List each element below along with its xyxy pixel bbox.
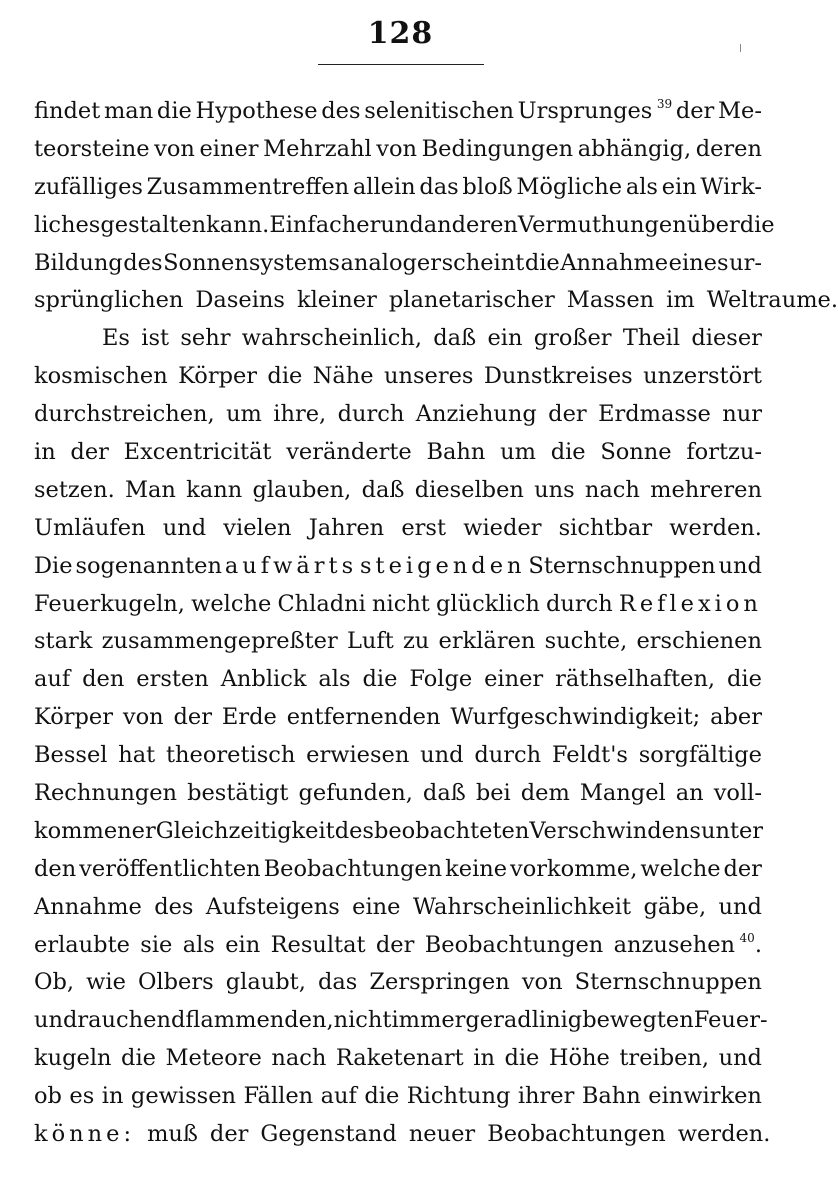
word: Luft	[346, 628, 394, 655]
word: dieser	[691, 325, 762, 352]
word: Sternschnuppen	[574, 969, 762, 996]
word: der	[548, 401, 587, 428]
word: Erde	[221, 704, 277, 731]
word: Folge	[409, 666, 473, 693]
word: von	[521, 969, 563, 996]
word: des	[321, 98, 361, 124]
word: Bahn	[426, 439, 486, 466]
text-line	[34, 245, 762, 283]
word: Mögliche	[516, 173, 623, 200]
word: in	[34, 439, 56, 466]
text-line	[34, 472, 762, 510]
word: hat	[118, 742, 156, 769]
word: der	[209, 1121, 249, 1148]
text-line	[34, 1116, 771, 1154]
word: und	[380, 211, 424, 238]
word: mehreren	[650, 476, 762, 503]
word: ihrer	[517, 1083, 575, 1110]
word: Chladni	[277, 590, 366, 617]
word: Beobachtungen	[487, 1121, 666, 1148]
word: analoger	[340, 249, 442, 276]
word: Umläufen	[34, 514, 146, 541]
word: sorgfältige	[638, 742, 762, 769]
word: Es	[102, 325, 130, 352]
word: glaubt,	[225, 969, 306, 996]
word: Wahrscheinlichkeit	[412, 893, 632, 920]
word: räthselhaften,	[555, 666, 716, 693]
word: Zerspringen	[369, 969, 510, 996]
text-line	[34, 93, 762, 131]
word: suchte,	[544, 628, 628, 655]
word: Man	[124, 476, 176, 503]
word: erlaubte	[34, 931, 130, 958]
text-line	[34, 207, 775, 245]
word: eines	[668, 249, 729, 276]
text-line	[34, 775, 762, 813]
word: Fällen	[243, 1083, 314, 1110]
word: nicht	[333, 1007, 392, 1034]
word: Weltraume.	[706, 287, 838, 314]
word: Jahren	[308, 514, 385, 541]
word: bestätigt	[187, 780, 289, 807]
word: ersten	[136, 666, 209, 693]
word: Reflexion	[618, 590, 762, 617]
word: Beobachtungen	[263, 855, 443, 882]
word: man	[103, 98, 154, 124]
word: erwiesen	[306, 742, 410, 769]
word: und	[162, 514, 207, 541]
word: findet	[34, 98, 101, 124]
word: kosmischen	[34, 363, 168, 390]
word: Dunstkreises	[483, 363, 633, 390]
word: die	[524, 249, 560, 276]
word: großer	[533, 325, 612, 352]
word: die	[156, 98, 192, 124]
text-line	[34, 510, 762, 548]
word: die	[267, 363, 303, 390]
word: gefunden,	[298, 780, 413, 807]
word: vielen	[223, 514, 292, 541]
text-line	[34, 586, 762, 624]
word: sogenannten	[75, 552, 222, 579]
word: Gleichzeitigkeit	[155, 817, 335, 844]
word: der	[70, 439, 109, 466]
word: theoretisch	[166, 742, 296, 769]
word: ein	[225, 931, 261, 958]
word: steigenden	[360, 552, 526, 579]
footnote-marker: 39	[656, 97, 673, 111]
word: voll-	[713, 780, 762, 807]
word: Wirk-	[700, 173, 762, 200]
word: allein	[352, 173, 416, 200]
margin-mark	[740, 44, 741, 52]
word: treiben,	[619, 1045, 710, 1072]
word: zufälliges	[34, 173, 143, 200]
text-line	[34, 889, 762, 927]
word: Meteore	[165, 1045, 262, 1072]
word: Höhe	[548, 1045, 610, 1072]
word: scheint	[441, 249, 525, 276]
word: könne:	[34, 1121, 136, 1148]
word: das	[317, 969, 358, 996]
word: beobachteten	[373, 817, 530, 844]
word: liches	[34, 211, 101, 238]
word: durch	[474, 742, 542, 769]
word: nur	[722, 401, 762, 428]
text-line	[34, 548, 762, 586]
word: einer	[199, 135, 259, 162]
word: von	[122, 704, 164, 731]
word: Mangel	[579, 780, 666, 807]
word: Feuerkugeln,	[34, 590, 185, 617]
word: wahrscheinlich,	[241, 325, 422, 352]
word: die	[550, 439, 586, 466]
word: gäbe,	[643, 893, 707, 920]
text-line	[34, 320, 762, 358]
word: die	[364, 1083, 400, 1110]
word: der	[375, 931, 415, 958]
word: teorsteine	[34, 135, 150, 162]
word: Sternschnuppen	[528, 552, 716, 579]
word: nach	[584, 476, 640, 503]
word: uns	[534, 476, 575, 503]
word: kugeln	[34, 1045, 112, 1072]
body-text	[34, 93, 838, 1154]
word: des	[154, 893, 194, 920]
word: unzerstört	[643, 363, 762, 390]
word: den	[82, 666, 125, 693]
word: Me-	[718, 98, 762, 124]
word: unseres	[383, 363, 474, 390]
word: Ursprunges $^{39}$	[517, 97, 673, 124]
word: welche	[191, 590, 272, 617]
word: Wurfgeschwindigkeit;	[450, 704, 701, 731]
word: durch	[545, 590, 613, 617]
text-line	[34, 699, 762, 737]
word: ob	[34, 1083, 62, 1110]
word: dieselben	[414, 476, 524, 503]
text-line	[34, 434, 762, 472]
word: die	[727, 666, 762, 693]
word: die	[362, 666, 398, 693]
word: Die	[34, 552, 73, 579]
word: zu	[402, 628, 430, 655]
word: ein	[661, 173, 697, 200]
text-line	[34, 813, 762, 851]
word: Zusammentreffen	[146, 173, 350, 200]
word: selenitischen	[364, 98, 514, 124]
word: daß	[433, 325, 477, 352]
text-line	[34, 927, 762, 965]
word: gewissen	[130, 1083, 236, 1110]
word: nach	[271, 1045, 327, 1072]
word: ur-	[729, 249, 762, 276]
word: unter	[700, 817, 764, 844]
word: kommener	[34, 817, 156, 844]
text-line	[34, 623, 762, 661]
word: dem	[520, 780, 570, 807]
word: Anziehung	[415, 401, 537, 428]
word: sprünglichen	[34, 287, 184, 314]
word: sehr	[180, 325, 231, 352]
word: und	[718, 552, 762, 579]
word: an	[675, 780, 704, 807]
word: glücklich	[436, 590, 540, 617]
word: Aufsteigens	[205, 893, 340, 920]
word: wie	[86, 969, 126, 996]
word: abhängig,	[577, 135, 692, 162]
word: um	[226, 401, 262, 428]
word: werden.	[669, 514, 762, 541]
word: deren	[695, 135, 762, 162]
word: und	[420, 742, 464, 769]
word: um	[500, 439, 536, 466]
footnote-marker: 40	[739, 930, 755, 945]
word: erst	[401, 514, 447, 541]
word: Feldt's	[551, 742, 628, 769]
word: sie	[140, 931, 173, 958]
word: und	[34, 1007, 78, 1034]
word: durch	[337, 401, 405, 428]
word: die	[121, 1045, 156, 1072]
word: glauben,	[252, 476, 352, 503]
word: Raketenart	[335, 1045, 464, 1072]
word: veränderte	[286, 439, 412, 466]
word: Richtung	[406, 1083, 511, 1110]
word: und	[718, 893, 762, 920]
text-line	[34, 964, 762, 1002]
text-line	[34, 396, 762, 434]
word: Erdmasse	[598, 401, 711, 428]
word: der	[173, 704, 212, 731]
text-line	[34, 1040, 762, 1078]
word: und	[718, 1045, 762, 1072]
word: Nähe	[312, 363, 374, 390]
word: einwirken	[648, 1083, 762, 1110]
word: als	[625, 173, 658, 200]
word: Bildung	[34, 249, 123, 276]
word: als	[182, 931, 215, 958]
word: ihre,	[273, 401, 327, 428]
word: auf	[320, 1083, 357, 1110]
word: es	[69, 1083, 95, 1110]
text-line	[34, 1002, 768, 1040]
word: bloß	[462, 173, 513, 200]
word: als	[318, 666, 351, 693]
word: vorkomme,	[510, 855, 638, 882]
word: stark	[34, 628, 93, 655]
word: geradlinig	[465, 1007, 583, 1034]
word: aber	[710, 704, 762, 731]
word: des	[123, 249, 163, 276]
text-line	[34, 169, 762, 207]
word: Bessel	[34, 742, 108, 769]
text-line	[34, 1078, 762, 1116]
word: Sonne	[600, 439, 672, 466]
word: erschienen	[636, 628, 762, 655]
word: ist	[141, 325, 170, 352]
word: des	[334, 817, 374, 844]
word: gestalten	[100, 211, 207, 238]
word: welche	[640, 855, 721, 882]
word: planetarischer	[388, 287, 555, 314]
word: bewegten	[582, 1007, 694, 1034]
word: Daseins	[195, 287, 285, 314]
word: werden.	[677, 1121, 771, 1148]
word: Ob,	[34, 969, 75, 996]
word: Bahn	[581, 1083, 641, 1110]
word: nicht	[372, 590, 430, 617]
word: Rechnungen	[34, 780, 178, 807]
text-line	[34, 282, 838, 320]
word: in	[473, 1045, 495, 1072]
word: daß	[361, 476, 405, 503]
word: Bedingungen	[421, 135, 574, 162]
text-line	[34, 358, 762, 396]
word: Feuer-	[693, 1007, 768, 1034]
word: Gegenstand	[260, 1121, 397, 1148]
page-number: 128	[367, 16, 434, 51]
word: immer	[391, 1007, 466, 1034]
word: der	[723, 855, 762, 882]
word: setzen.	[34, 476, 115, 503]
word: Körper	[178, 363, 258, 390]
word: Resultat	[270, 931, 366, 958]
word: durchstreichen,	[34, 401, 215, 428]
word: Vermuthungen	[517, 211, 687, 238]
word: Mehrzahl	[263, 135, 372, 162]
word: über	[686, 211, 740, 238]
word: das	[419, 173, 459, 200]
word: zusammengepreßter	[101, 628, 338, 655]
word: anzusehen $^{40}$.	[613, 930, 762, 958]
word: aufwärts	[224, 552, 358, 579]
word: daß	[422, 780, 466, 807]
word: Hypothese	[195, 98, 318, 124]
word: Sonnensystems	[163, 249, 340, 276]
word: von	[154, 135, 195, 162]
word: bei	[475, 780, 511, 807]
word: Excentricität	[123, 439, 272, 466]
word: wieder	[463, 514, 542, 541]
word: Beobachtungen	[424, 931, 604, 958]
word: im	[666, 287, 695, 314]
header-rule	[318, 64, 484, 65]
word: von	[376, 135, 418, 162]
word: den	[34, 855, 77, 882]
word: in	[101, 1083, 124, 1110]
word: Annahme	[34, 893, 142, 920]
word: einer	[484, 666, 544, 693]
word: Olbers	[137, 969, 214, 996]
word: Körper	[34, 704, 113, 731]
word: Anblick	[220, 666, 307, 693]
text-line	[34, 131, 762, 169]
word: kleiner	[296, 287, 377, 314]
word: Massen	[566, 287, 655, 314]
text-line	[34, 737, 762, 775]
word: die	[504, 1045, 540, 1072]
word: Einfacher	[269, 211, 381, 238]
word: die	[739, 211, 775, 238]
text-line	[34, 661, 762, 699]
word: sichtbar	[558, 514, 653, 541]
word: Verschwindens	[529, 817, 701, 844]
word: anderen	[423, 211, 518, 238]
word: kann	[186, 476, 243, 503]
word: fortzu-	[686, 439, 762, 466]
text-line	[34, 851, 762, 889]
word: neuer	[408, 1121, 476, 1148]
word: auf	[34, 666, 71, 693]
word: ein	[487, 325, 523, 352]
word: keine	[445, 855, 508, 882]
word: flammenden,	[185, 1007, 334, 1034]
word: muß	[147, 1121, 198, 1148]
word: der	[675, 98, 715, 124]
word: rauchend	[77, 1007, 186, 1034]
word: veröffentlichten	[79, 855, 261, 882]
word: eine	[352, 893, 401, 920]
word: Theil	[622, 325, 681, 352]
word: entfernenden	[286, 704, 441, 731]
word: kann.	[206, 211, 270, 238]
word: erklären	[438, 628, 536, 655]
word: Annahme	[560, 249, 669, 276]
